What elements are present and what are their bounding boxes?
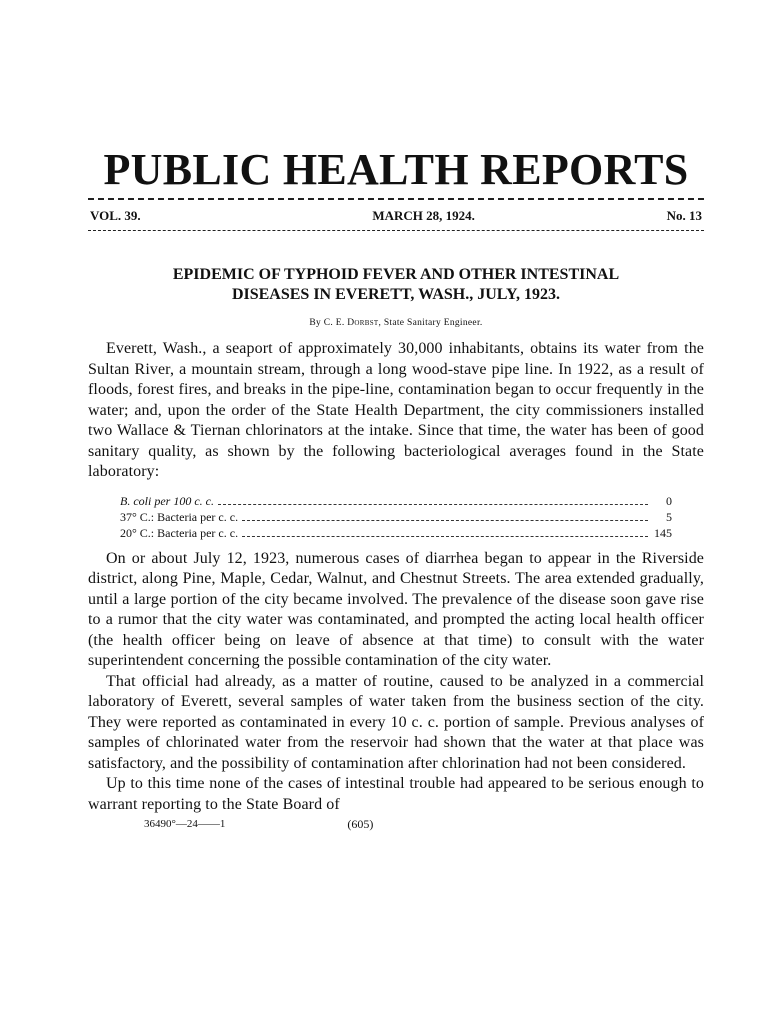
leader-dots <box>242 520 648 521</box>
table-row-value: 5 <box>666 509 672 524</box>
paragraph-2: On or about July 12, 1923, numerous cases of diarrhea began to appear in the Riverside district, along Pine, Maple, Cedar, Walnut, and Chestnut Streets. The area extended gradually, until a large portion of the city became involved. The prevalence of the disease soon gave rise to a rumor that the city water was contaminated, and prompted the acting local health officer (the health officer being on leave of absence at that time) to consult with the water superintendent concerning the possible contamination of the city water. <box>88 549 704 669</box>
table-row <box>120 509 672 525</box>
issue-info <box>88 208 704 224</box>
masthead-rule <box>88 198 704 200</box>
paragraph-4: Up to this time none of the cases of intestinal trouble had appeared to be serious enough to warrant reporting to the State Board of <box>88 775 704 813</box>
volume-label: VOL. 39. <box>90 208 141 223</box>
article-title <box>88 265 704 305</box>
paragraph-1: Everett, Wash., a seaport of approximately 30,000 inhabitants, obtains its water from the Sultan River, a mountain stream, through a long wood-stave pipe line. In 1922, as a result of floods, forest fires, and breaks in the pipe-line, contamination began to occur frequently in the water; and, upon the order of the State Health Department, the city commissioners installed two Wallace & Tiernan chlorinators at the intake. Since that time, the water has been of good sanitary quality, as shown by the following bacteriological averages found in the State laboratory: <box>88 340 704 480</box>
article-title-line-2: DISEASES IN EVERETT, WASH., JULY, 1923. <box>231 286 561 303</box>
issue-number: No. 13 <box>666 208 702 223</box>
article-title-line-1: EPIDEMIC OF TYPHOID FEVER AND OTHER INTESTINAL <box>172 266 620 283</box>
print-code: 36490°—24——1 <box>144 818 226 830</box>
table-row <box>120 493 672 509</box>
publication-title: PUBLIC HEALTH REPORTS <box>103 145 689 194</box>
issue-info-rule <box>88 230 704 231</box>
page-footer <box>88 817 704 831</box>
author-name: C. E. Dorbst <box>323 318 379 328</box>
byline-prefix: By <box>309 318 324 328</box>
byline <box>88 317 704 329</box>
table-row-value: 145 <box>654 525 672 540</box>
table-row <box>120 525 672 541</box>
table-row-label: 20° C.: Bacteria per c. c. <box>120 525 239 540</box>
page-number: (605) <box>347 817 374 831</box>
document-page <box>88 145 704 831</box>
leader-dots <box>242 536 648 537</box>
table-row-label: B. coli per 100 c. c. <box>120 493 214 508</box>
author-title: , State Sanitary Engineer. <box>378 318 483 328</box>
issue-date: MARCH 28, 1924. <box>372 208 475 223</box>
leader-dots <box>218 504 648 505</box>
table-row-label: 37° C.: Bacteria per c. c. <box>120 509 239 524</box>
bacteriological-averages-table <box>120 493 672 541</box>
paragraph-3: That official had already, as a matter of routine, caused to be analyzed in a commercial laboratory of Everett, several samples of water taken from the business section of the city. They were reported as contaminated in every 10 c. c. portion of sample. Previous analyses of samples of chlorinated water from the reservoir had shown that the water at that place was satisfactory, and the possibility of contamination after chlorination had not been considered. <box>88 672 704 772</box>
table-row-value: 0 <box>666 493 672 508</box>
